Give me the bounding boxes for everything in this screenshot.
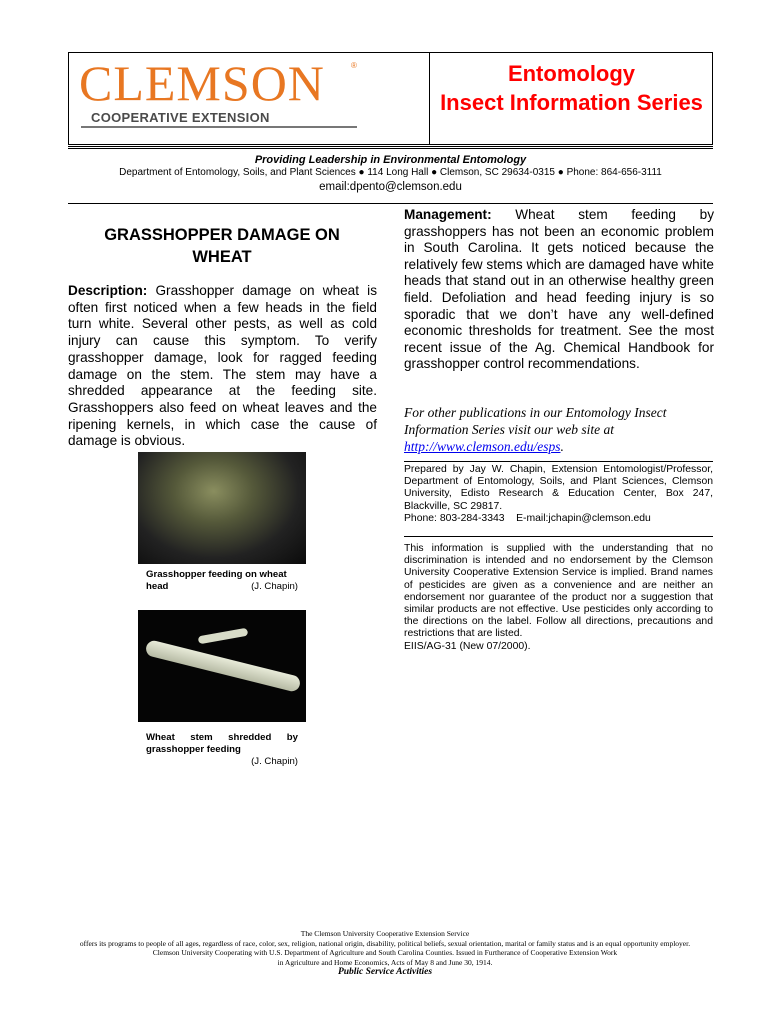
- tagline: Providing Leadership in Environmental Entomology: [254, 154, 527, 166]
- department-address: Department of Entomology, Soils, and Plant Sciences ● 114 Long Hall ● Clemson, SC 29634-0315 ● Phone: 864-656-3111: [119, 167, 662, 178]
- management-label: Management:: [404, 207, 492, 222]
- series-title-line2: Insect Information Series: [440, 90, 703, 115]
- series-title-line1: Entomology: [507, 61, 636, 86]
- wheat-stem-photo: [138, 610, 306, 722]
- disclaimer-text: This information is supplied with the understanding that no discrimination is intended and no endorsement by the Clemson University Cooperative Extension Service is implied. Brand names of pesticides are given as a convenience and are neither an endorsement nor guarantee of the product nor a suggestion that similar products are not effective. Use pesticides only according to the directions on the label. Follow all directions, precautions and restrictions that are listed.: [404, 543, 713, 640]
- footer-line3: Clemson University Cooperating with U.S. Department of Agriculture and South Carolina Counties. Issued in Furtherance of Cooperative Extension Work: [152, 948, 618, 957]
- management-text: Wheat stem feeding by grasshoppers has not been an economic problem in South Carolina. It gets noticed because the relatively few stems which are damaged have white heads that stand out in an otherwise healthy green field. Defoliation and head feeding injury is so sporadic that we don’t have any well-defined economic thresholds for treatment. See the most recent issue of the Ag. Chemical Handbook for grasshopper control recommendations.: [404, 207, 714, 372]
- footer-public-service: Public Service Activities: [337, 967, 433, 977]
- web-note-period: .: [560, 439, 564, 454]
- registered-mark: ®: [351, 61, 357, 70]
- logo-rule: [81, 126, 357, 128]
- prepared-contact: [404, 513, 713, 525]
- prepared-by-text: Prepared by Jay W. Chapin, Extension Entomologist/Professor, Department of Entomology, Soils, and Plant Sciences, Clemson University, Edisto Research & Education Center, Box 247, Blackville, SC 29817.: [404, 464, 713, 512]
- footer-line1: The Clemson University Cooperative Extension Service: [300, 929, 470, 938]
- footer-line4: in Agriculture and Home Economics, Acts of May 8 and June 30, 1914.: [277, 957, 493, 967]
- department-band: [68, 146, 713, 204]
- article-title-line2: WHEAT: [192, 248, 252, 266]
- rule-below-prepared: [404, 536, 713, 537]
- footer: [40, 929, 730, 978]
- photo1-credit: (J. Chapin): [251, 581, 298, 592]
- prepared-by: [404, 464, 713, 525]
- clemson-logo: [79, 55, 357, 133]
- department-email: email:dpento@clemson.edu: [319, 181, 462, 193]
- photo2-caption-text: Wheat stem shredded by grasshopper feeding: [146, 732, 298, 755]
- prepared-email: E-mail:jchapin@clemson.edu: [516, 512, 651, 524]
- article-title-line1: GRASSHOPPER DAMAGE ON: [104, 226, 340, 244]
- management-paragraph: [404, 207, 714, 373]
- disclaimer: [404, 543, 713, 653]
- grasshopper-shape: [198, 628, 249, 645]
- photo1-caption-text: Grasshopper feeding on wheat head: [146, 569, 287, 592]
- logo-wordmark: CLEMSON: [79, 55, 325, 111]
- photo1-caption: [146, 569, 298, 593]
- web-note-text: For other publications in our Entomology Insect Information Series visit our web site at: [404, 405, 667, 437]
- esps-website-link[interactable]: http://www.clemson.edu/esps: [404, 439, 561, 454]
- photo2-credit: (J. Chapin): [251, 756, 298, 767]
- wheat-stem-shape: [144, 639, 301, 693]
- description-paragraph: [68, 283, 377, 450]
- grasshopper-head-photo: [138, 452, 306, 564]
- logo-subtitle: COOPERATIVE EXTENSION: [91, 110, 270, 125]
- description-text: Grasshopper damage on wheat is often first noticed when a few heads in the field turn white. Several other pests, as well as cold injury can cause this symptom. To verify grasshopper damage, look for ragged feeding damage on the stem. The stem may have a shredded appearance at the feeding site. Grasshoppers also feed on wheat leaves and the ripening kernels, in which case the cause of damage is obvious.: [68, 283, 377, 449]
- description-label: Description:: [68, 283, 148, 298]
- series-title: [429, 59, 714, 117]
- footer-line2: offers its programs to people of all ages, regardless of race, color, sex, religion, national origin, disability, political beliefs, sexual orientation, marital or family status and is an equal opportunity employer.: [79, 938, 691, 948]
- rule-above-prepared: [404, 461, 713, 462]
- article-title: [68, 224, 376, 268]
- header-box: [68, 52, 713, 145]
- publication-code: EIIS/AG-31 (New 07/2000).: [404, 640, 531, 652]
- photo2-caption: [146, 732, 298, 768]
- prepared-phone: Phone: 803-284-3343: [404, 512, 505, 524]
- web-note: [404, 404, 704, 455]
